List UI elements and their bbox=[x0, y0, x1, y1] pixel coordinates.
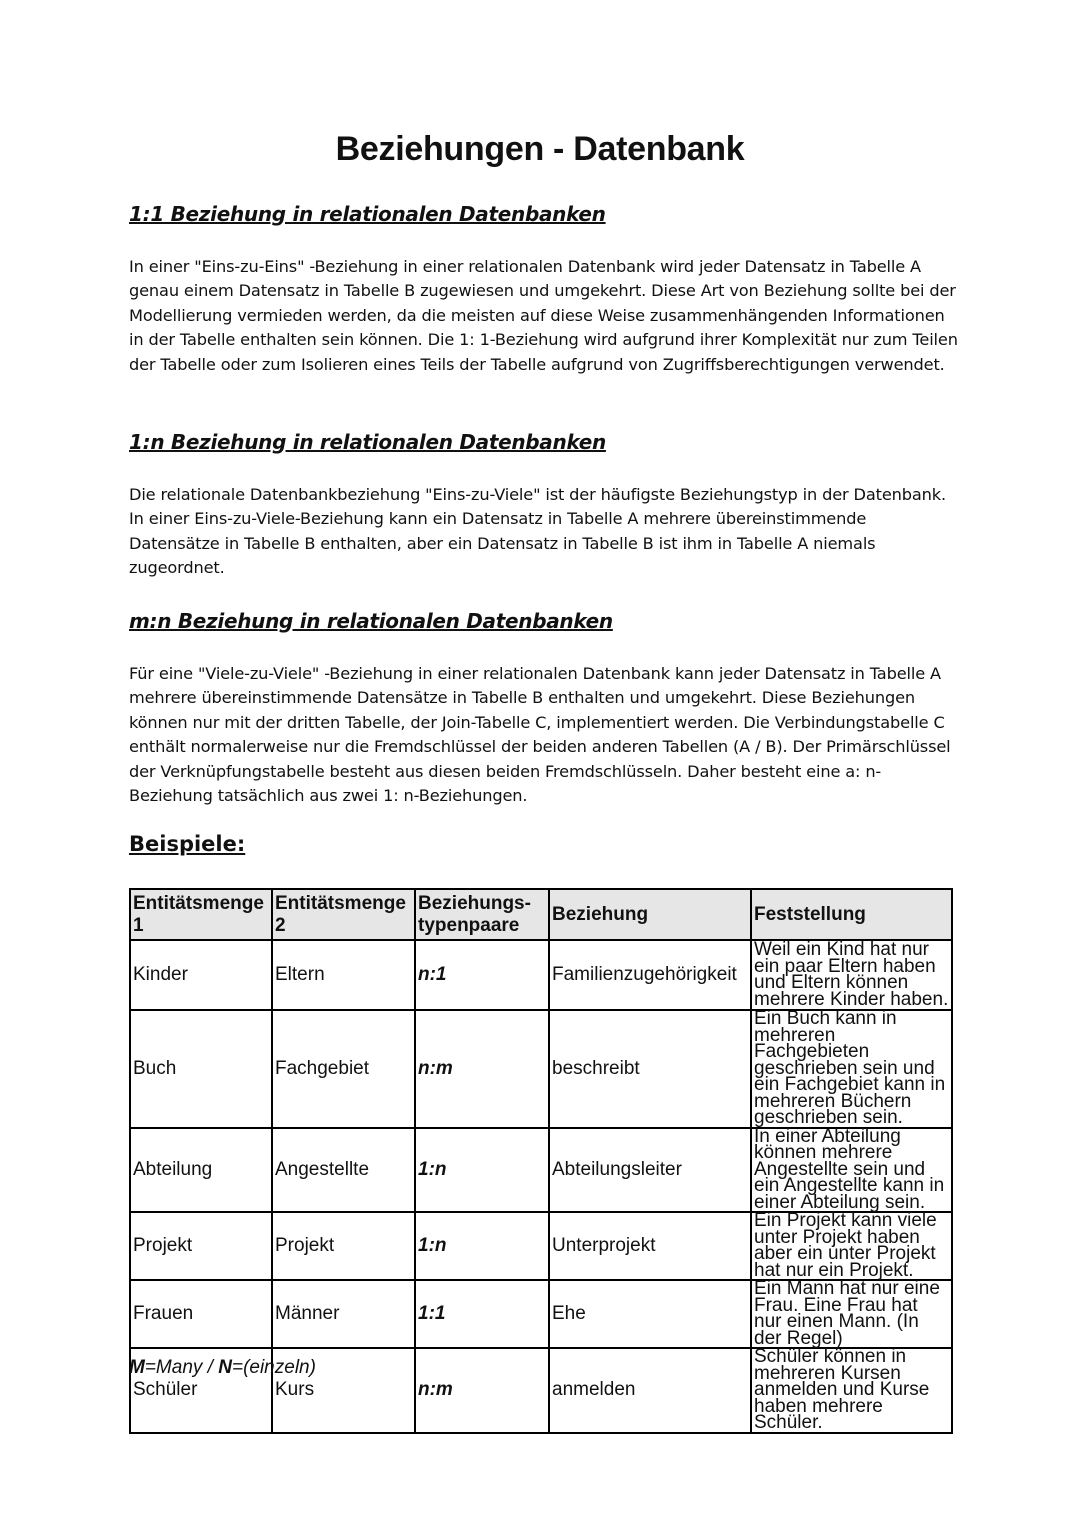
cell-entity-1: Kinder bbox=[130, 940, 272, 1010]
cell-cardinality: 1:1 bbox=[415, 1280, 549, 1348]
cell-statement: Ein Projekt kann viele unter Projekt haben aber ein unter Projekt hat nur ein Projekt. bbox=[751, 1212, 952, 1280]
heading-m-n-relationship: m:n Beziehung in relationalen Datenbanken bbox=[129, 609, 613, 633]
examples-table bbox=[129, 888, 953, 1434]
cell-statement: Schüler können in mehreren Kursen anmelden und Kurse haben mehrere Schüler. bbox=[751, 1348, 952, 1433]
cell-relationship: beschreibt bbox=[549, 1010, 751, 1128]
cell-cardinality: 1:n bbox=[415, 1128, 549, 1213]
cell-entity-1: Schüler bbox=[130, 1348, 272, 1433]
footnote-n-text: =(einzeln) bbox=[231, 1357, 316, 1378]
cell-entity-1: Abteilung bbox=[130, 1128, 272, 1213]
header-relationship: Beziehung bbox=[549, 889, 751, 940]
header-relationship-type-pairs: Beziehungs-typenpaare bbox=[415, 889, 549, 940]
cell-entity-1: Frauen bbox=[130, 1280, 272, 1348]
footnote-m: M bbox=[129, 1357, 145, 1378]
footnote-legend bbox=[129, 1357, 316, 1379]
heading-1-1-relationship: 1:1 Beziehung in relationalen Datenbanken bbox=[129, 202, 606, 226]
cell-relationship: anmelden bbox=[549, 1348, 751, 1433]
footnote-m-text: =Many / bbox=[144, 1357, 219, 1378]
heading-1-n-relationship: 1:n Beziehung in relationalen Datenbanken bbox=[129, 430, 606, 454]
paragraph-1-1-relationship: In einer "Eins-zu-Eins" -Beziehung in einer relationalen Datenbank wird jeder Datensatz in Tabelle A genau einem Datensatz in Tabelle B zugewiesen und umgekehrt. Diese Art von Beziehung sollte bei der Modellierung vermieden werden, da die meisten auf diese Weise zusammenhängenden Informationen in der Tabelle enthalten sein können. Die 1: 1-Beziehung wird aufgrund ihrer Komplexität nur zum Teilen der Tabelle oder zum Isolieren eines Teils der Tabelle aufgrund von Zugriffsberechtigungen verwendet. bbox=[129, 257, 958, 374]
cell-cardinality: n:m bbox=[415, 1348, 549, 1433]
cell-entity-1: Projekt bbox=[130, 1212, 272, 1280]
cell-entity-2: Angestellte bbox=[272, 1128, 415, 1213]
document-title: Beziehungen - Datenbank bbox=[335, 130, 745, 168]
cell-statement: In einer Abteilung können mehrere Angestellte sein und ein Angestellte kann in einer Abteilung sein. bbox=[751, 1128, 952, 1213]
cell-relationship: Familienzugehörigkeit bbox=[549, 940, 751, 1010]
cell-relationship: Unterprojekt bbox=[549, 1212, 751, 1280]
cell-statement: Weil ein Kind hat nur ein paar Eltern haben und Eltern können mehrere Kinder haben. bbox=[751, 940, 952, 1010]
cell-cardinality: 1:n bbox=[415, 1212, 549, 1280]
cell-entity-2: Projekt bbox=[272, 1212, 415, 1280]
cell-cardinality: n:1 bbox=[415, 940, 549, 1010]
paragraph-1-n-relationship: Die relationale Datenbankbeziehung "Eins-zu-Viele" ist der häufigste Beziehungstyp in der Datenbank. In einer Eins-zu-Viele-Beziehung kann ein Datensatz in Tabelle A mehrere übereinstimmende Datensätze in Tabelle B enthalten, aber ein Datensatz in Tabelle B ist ihm in Tabelle A niemals zugeordnet. bbox=[129, 485, 946, 578]
cell-entity-2: Eltern bbox=[272, 940, 415, 1010]
table-header-row bbox=[130, 889, 952, 940]
examples-heading: Beispiele: bbox=[129, 832, 246, 856]
cell-entity-2: Männer bbox=[272, 1280, 415, 1348]
cell-relationship: Abteilungsleiter bbox=[549, 1128, 751, 1213]
footnote-n: N bbox=[218, 1357, 232, 1378]
header-entity-set-1: Entitätsmenge 1 bbox=[130, 889, 272, 940]
cell-entity-2: Fachgebiet bbox=[272, 1010, 415, 1128]
cell-entity-2: Kurs bbox=[272, 1348, 415, 1433]
cell-cardinality: n:m bbox=[415, 1010, 549, 1128]
paragraph-m-n-relationship: Für eine "Viele-zu-Viele" -Beziehung in einer relationalen Datenbank kann jeder Datensatz in Tabelle A mehrere übereinstimmende Datensätze in Tabelle B enthalten und umgekehrt. Diese Beziehungen können nur mit der dritten Tabelle, der Join-Tabelle C, implementiert werden. Die Verbindungstabelle C enthält normalerweise nur die Fremdschlüssel der beiden anderen Tabellen (A / B). Der Primärschlüssel der Verknüpfungstabelle besteht aus diesen beiden Fremdschlüsseln. Daher besteht eine a: n-Beziehung tatsächlich aus zwei 1: n-Beziehungen. bbox=[129, 664, 951, 806]
table-row bbox=[130, 1010, 952, 1128]
header-statement: Feststellung bbox=[751, 889, 952, 940]
table-row bbox=[130, 1280, 952, 1348]
cell-relationship: Ehe bbox=[549, 1280, 751, 1348]
cell-entity-1: Buch bbox=[130, 1010, 272, 1128]
table-row bbox=[130, 940, 952, 1010]
cell-statement: Ein Buch kann in mehreren Fachgebieten geschrieben sein und ein Fachgebiet kann in mehreren Büchern geschrieben sein. bbox=[751, 1010, 952, 1128]
table-row bbox=[130, 1212, 952, 1280]
cell-statement: Ein Mann hat nur eine Frau. Eine Frau hat nur einen Mann. (In der Regel) bbox=[751, 1280, 952, 1348]
header-entity-set-2: Entitätsmenge 2 bbox=[272, 889, 415, 940]
table-row bbox=[130, 1128, 952, 1213]
